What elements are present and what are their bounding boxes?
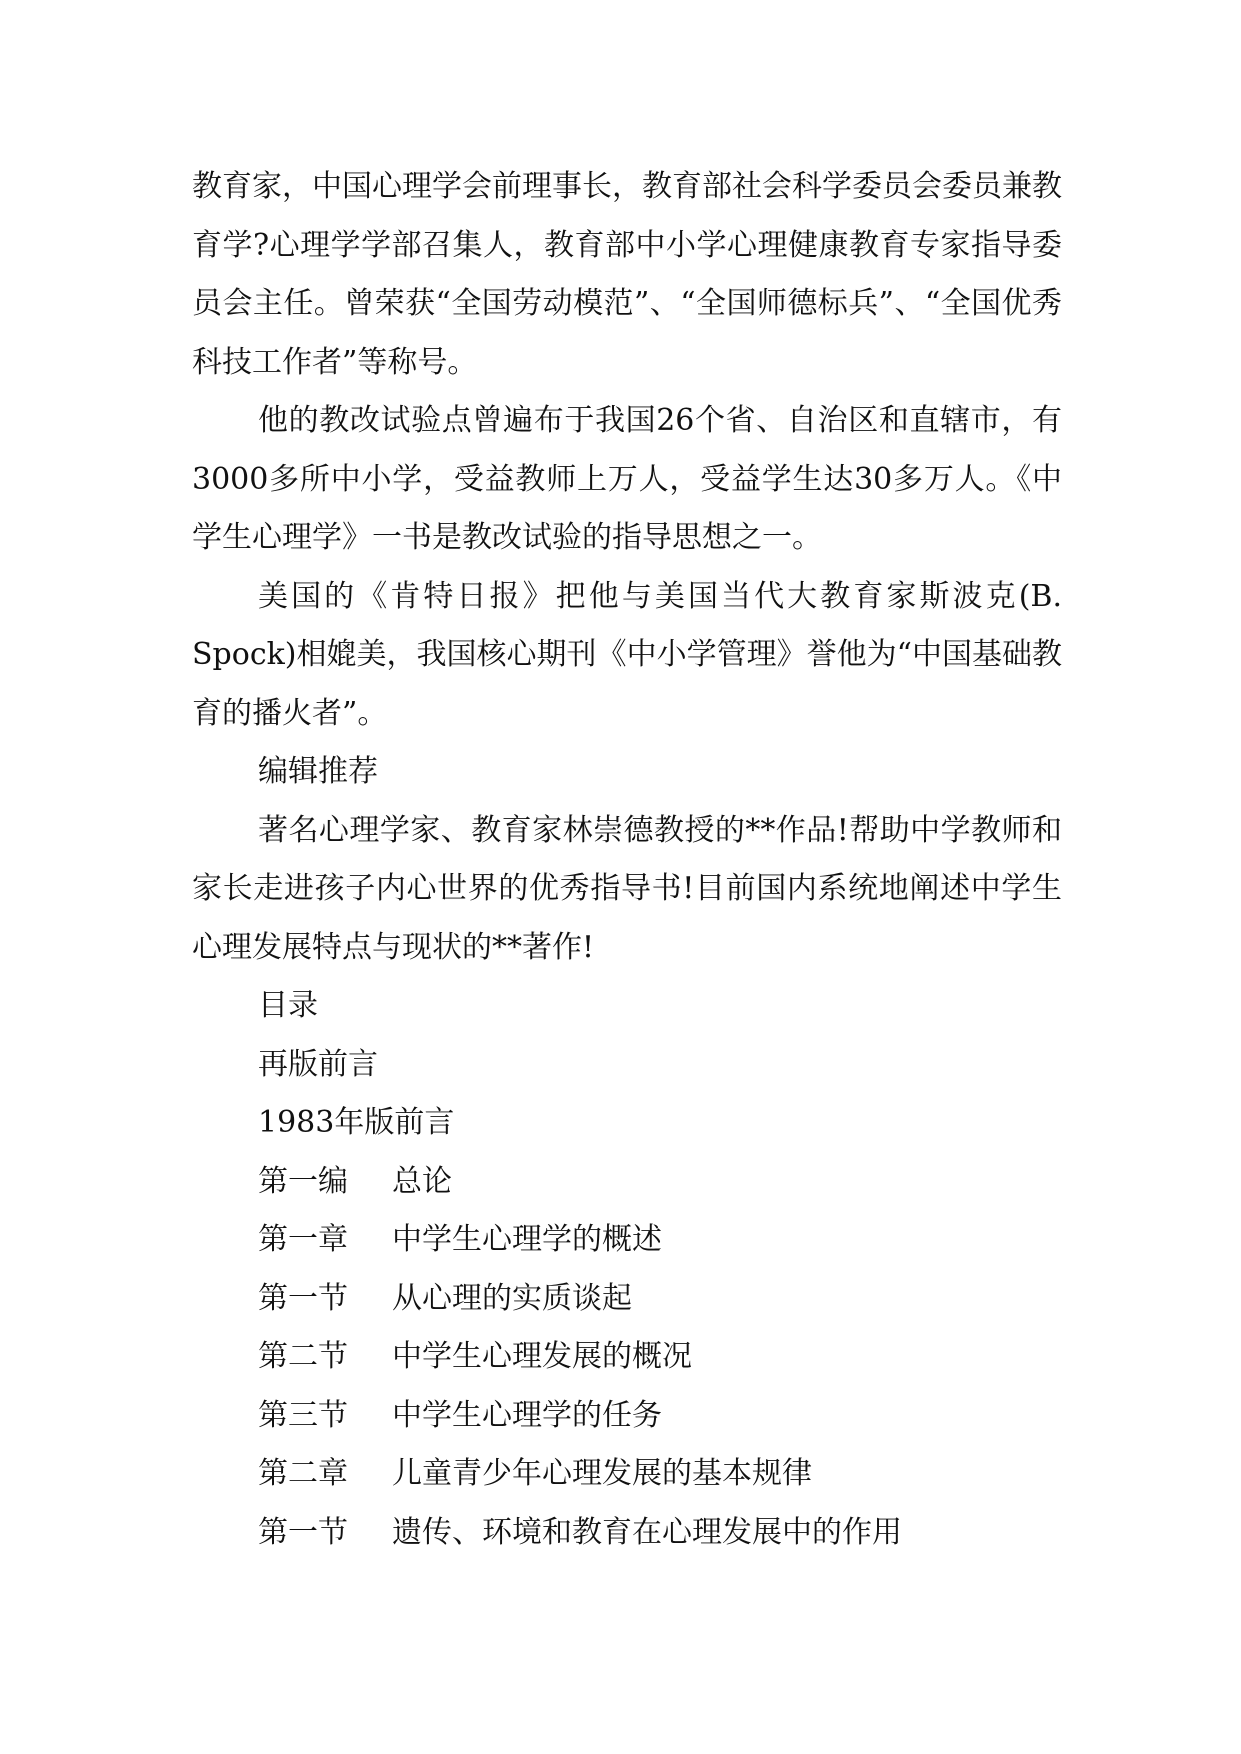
- paragraph-recommendation: 著名心理学家、教育家林崇德教授的**作品!帮助中学教师和家长走进孩子内心世界的优秀指导书!目前国内系统地阐述中学生心理发展特点与现状的**著作!: [192, 812, 1062, 965]
- toc-chapter-1: [192, 1211, 1062, 1270]
- toc-number: 第二节: [258, 1339, 348, 1374]
- toc-number: 第三节: [258, 1397, 348, 1433]
- paragraph-bio: 教育家，中国心理学会前理事长，教育部社会科学委员会委员兼教育学?心理学学部召集人，教育部中小学心理健康教育专家指导委员会主任。曾荣获“全国劳动模范”、“全国师德标兵”、“全国优秀科技工作者”等称号。: [192, 169, 1062, 380]
- toc-title: 遗传、环境和教育在心理发展中的作用: [392, 1514, 902, 1550]
- heading-contents: 目录: [258, 988, 318, 1023]
- toc-title: 中学生心理学的概述: [392, 1222, 662, 1257]
- toc-number: 第一节: [258, 1280, 348, 1316]
- paragraph-experiments: 他的教改试验点曾遍布于我国26个省、自治区和直辖市，有3000多所中小学，受益教师上万人，受益学生达30多万人。《中学生心理学》一书是教改试验的指导思想之一。: [192, 403, 1062, 555]
- toc-part-1: [192, 1153, 1062, 1212]
- toc-title: 儿童青少年心理发展的基本规律: [392, 1456, 812, 1491]
- toc-title: 中学生心理学的任务: [392, 1397, 662, 1433]
- toc-number: 第一章: [258, 1222, 348, 1257]
- heading-editor-recommendation: 编辑推荐: [258, 754, 378, 789]
- toc-reprint-preface: 再版前言: [258, 1046, 378, 1082]
- toc-section-1-2: [192, 1328, 1062, 1387]
- toc-number: 第二章: [258, 1456, 348, 1491]
- toc-number: 第一编: [258, 1163, 348, 1199]
- toc-section-1-1: [192, 1270, 1062, 1329]
- toc-chapter-2: [192, 1445, 1062, 1504]
- toc-section-2-1: [192, 1504, 1062, 1563]
- toc-section-1-3: [192, 1387, 1062, 1446]
- toc-title: 从心理的实质谈起: [392, 1280, 632, 1316]
- toc-title: 中学生心理发展的概况: [392, 1339, 692, 1374]
- toc-title: 总论: [392, 1163, 452, 1199]
- document-page: [192, 158, 1062, 1562]
- paragraph-reputation: 美国的《肯特日报》把他与美国当代大教育家斯波克(B. Spock)相媲美，我国核心期刊《中小学管理》誉他为“中国基础教育的播火者”。: [192, 578, 1062, 731]
- toc-1983-preface: 1983年版前言: [258, 1105, 455, 1140]
- toc-number: 第一节: [258, 1514, 348, 1550]
